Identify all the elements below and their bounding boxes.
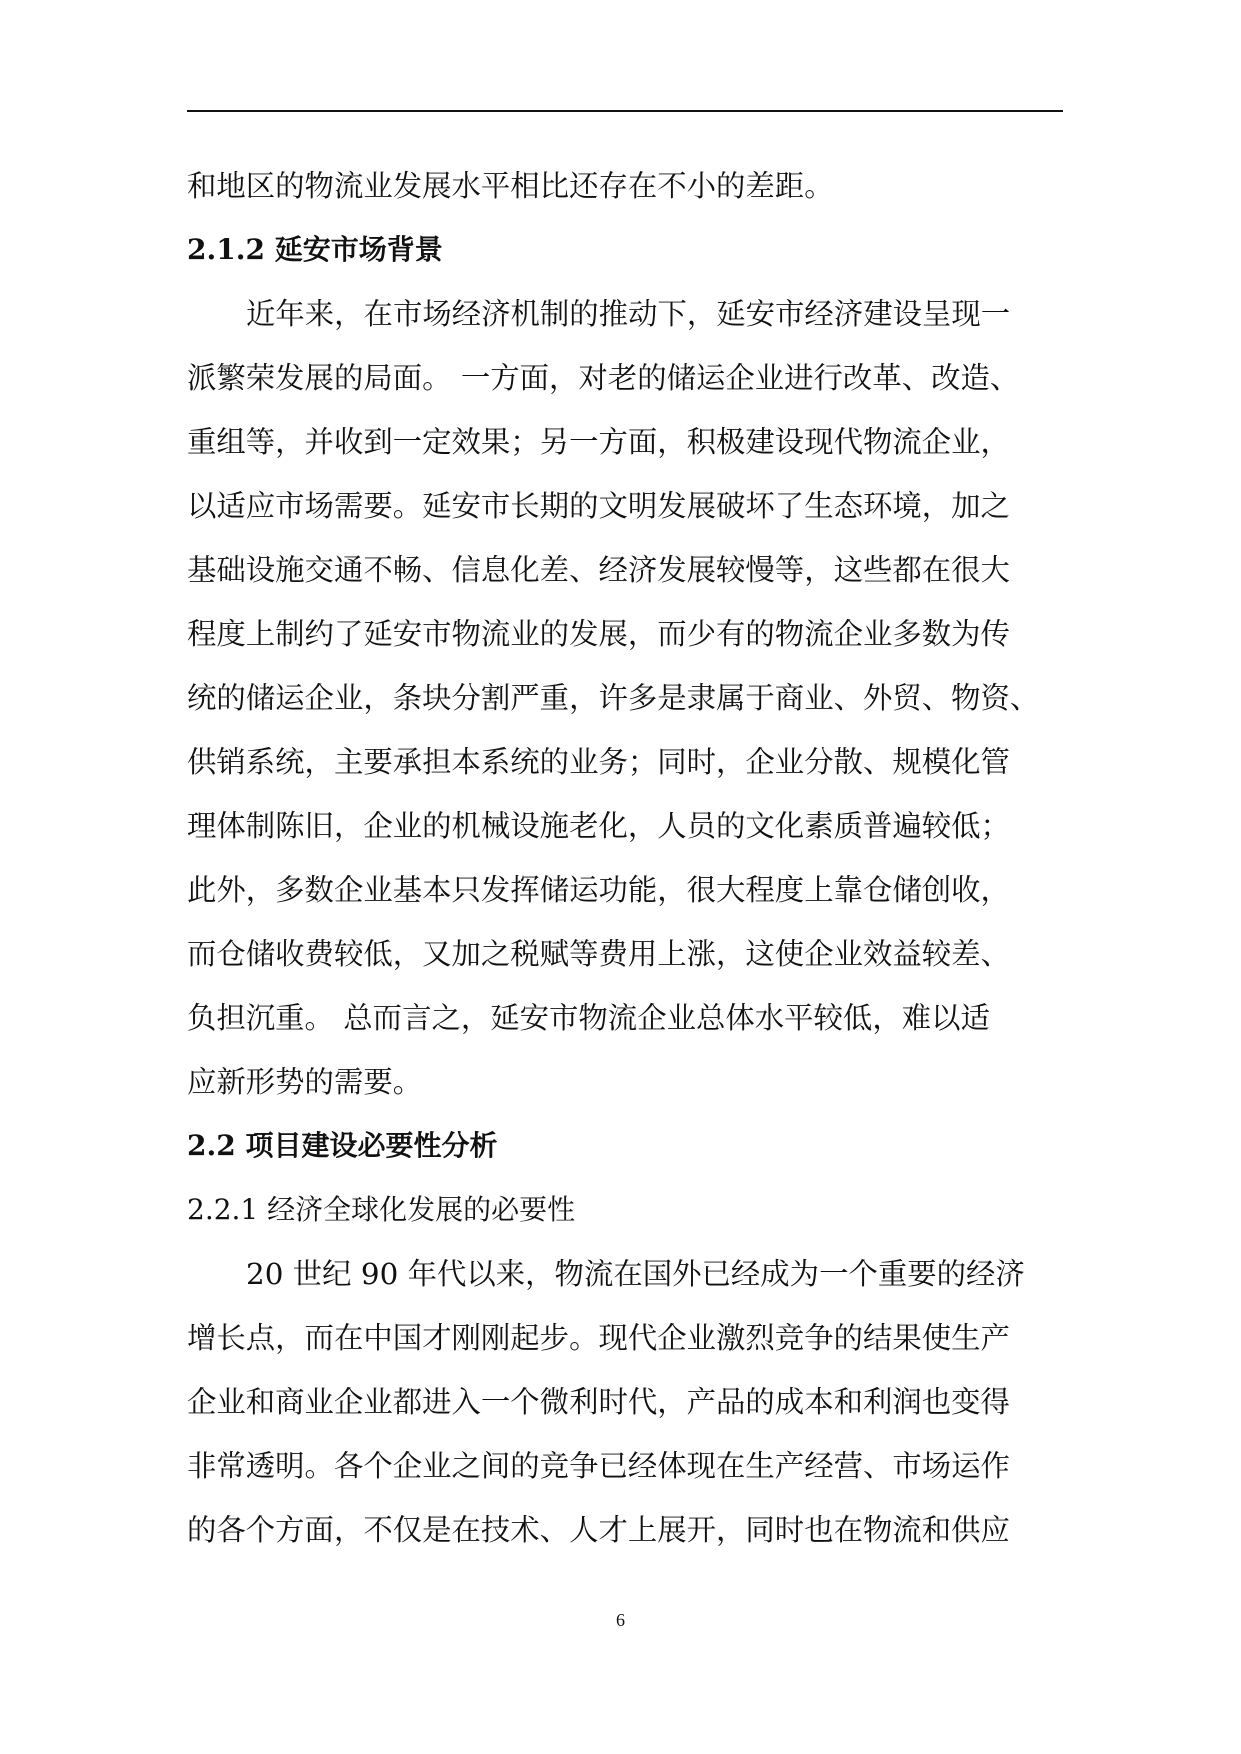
page-content xyxy=(187,154,1063,1562)
paragraph-line: 而仓储收费较低，又加之税赋等费用上涨，这使企业效益较差、 xyxy=(187,937,1010,971)
subsection-heading-2-2-1: 2.2.1 经济全球化发展的必要性 xyxy=(187,1193,576,1226)
paragraph-line: 派繁荣发展的局面。 一方面，对老的储运企业进行改革、改造、 xyxy=(187,361,1020,395)
page-number: 6 xyxy=(616,1610,625,1630)
paragraph-line: 理体制陈旧，企业的机械设施老化，人员的文化素质普遍较低； xyxy=(187,809,1010,843)
paragraph-line: 企业和商业企业都进入一个微利时代，产品的成本和利润也变得 xyxy=(187,1385,1010,1419)
paragraph-line: 此外，多数企业基本只发挥储运功能，很大程度上靠仓储创收， xyxy=(187,873,1010,907)
paragraph-line: 近年来，在市场经济机制的推动下，延安市经济建设呈现一 xyxy=(246,297,1011,331)
paragraph-line: 供销系统，主要承担本系统的业务；同时，企业分散、规模化管 xyxy=(187,745,1010,779)
paragraph-line: 和地区的物流业发展水平相比还存在不小的差距。 xyxy=(187,169,834,203)
paragraph-line: 重组等，并收到一定效果；另一方面，积极建设现代物流企业， xyxy=(187,425,1010,459)
paragraph-line: 应新形势的需要。 xyxy=(187,1065,423,1099)
header-rule xyxy=(187,110,1063,112)
paragraph-line: 非常透明。各个企业之间的竞争已经体现在生产经营、市场运作 xyxy=(187,1449,1010,1483)
paragraph-line: 的各个方面，不仅是在技术、人才上展开，同时也在物流和供应 xyxy=(187,1513,1010,1547)
paragraph-line: 统的储运企业，条块分割严重，许多是隶属于商业、外贸、物资、 xyxy=(187,681,1040,715)
paragraph-line: 以适应市场需要。延安市长期的文明发展破坏了生态环境，加之 xyxy=(187,489,1010,523)
paragraph-line: 基础设施交通不畅、信息化差、经济发展较慢等，这些都在很大 xyxy=(187,553,1010,587)
section-heading-2-1-2: 2.1.2 延安市场背景 xyxy=(187,233,443,266)
paragraph-line: 程度上制约了延安市物流业的发展，而少有的物流企业多数为传 xyxy=(187,617,1010,651)
paragraph-line: 负担沉重。 总而言之，延安市物流企业总体水平较低，难以适 xyxy=(187,1001,990,1035)
section-heading-2-2: 2.2 项目建设必要性分析 xyxy=(187,1129,498,1162)
paragraph-line: 增长点，而在中国才刚刚起步。现代企业激烈竞争的结果使生产 xyxy=(187,1321,1010,1355)
paragraph-line: 20 世纪 90 年代以来，物流在国外已经成为一个重要的经济 xyxy=(246,1257,1025,1291)
